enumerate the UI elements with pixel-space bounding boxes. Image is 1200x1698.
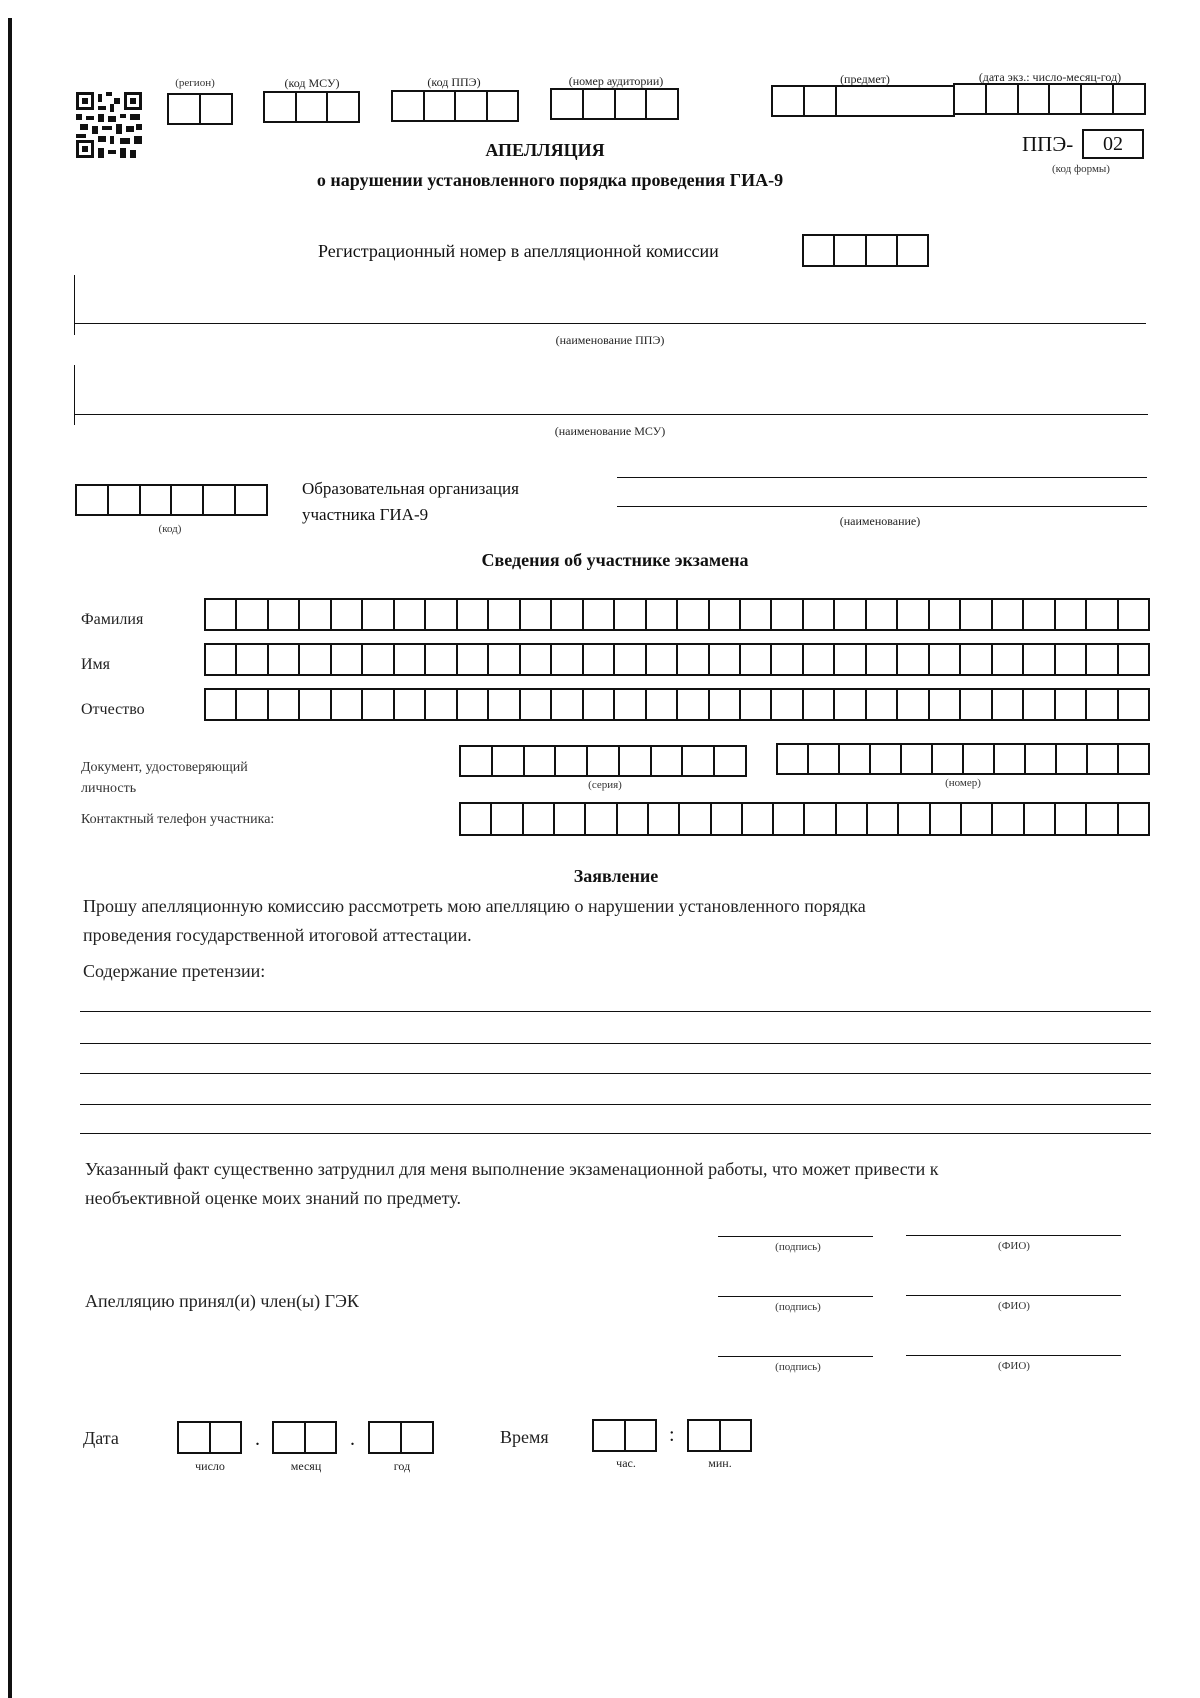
char-cell[interactable] [1087, 645, 1118, 674]
fio-line-2[interactable] [906, 1295, 1121, 1296]
char-cell[interactable] [1024, 600, 1055, 629]
consequence-text-line2: необъективной оценке моих знаний по предмету. [85, 1188, 461, 1208]
char-cell[interactable] [898, 690, 929, 719]
fio-caption-1: (ФИО) [998, 1240, 1030, 1252]
organization-label [302, 476, 519, 528]
form-code-caption: (код формы) [1052, 163, 1110, 175]
phone-label: Контактный телефон участника: [81, 812, 275, 827]
document-subtitle: о нарушении установленного порядка проведения ГИА-9 [316, 170, 784, 190]
char-cell[interactable] [586, 804, 617, 834]
msu-name-bracket [74, 365, 75, 425]
char-cell[interactable] [1119, 600, 1150, 629]
fio-caption-3: (ФИО) [998, 1360, 1030, 1372]
char-cell[interactable] [1024, 645, 1055, 674]
char-cell[interactable] [993, 600, 1024, 629]
time-minute-boxes[interactable] [687, 1419, 752, 1452]
organization-code-caption: (код) [158, 523, 182, 535]
ppe-code-boxes[interactable] [391, 90, 519, 122]
char-cell[interactable] [647, 600, 678, 629]
char-cell[interactable] [395, 600, 426, 629]
char-cell[interactable] [961, 690, 992, 719]
char-cell[interactable] [492, 804, 523, 834]
char-cell[interactable] [867, 600, 898, 629]
statement-text-line1: Прошу апелляционную комиссию рассмотреть мою апелляцию о нарушении установленного порядка [83, 896, 866, 916]
char-cell[interactable] [1087, 600, 1118, 629]
char-cell[interactable] [525, 747, 557, 775]
char-cell[interactable] [615, 690, 646, 719]
identity-document-label-line2: личность [81, 781, 137, 796]
char-cell[interactable] [1024, 690, 1055, 719]
char-cell[interactable] [552, 690, 583, 719]
char-cell[interactable] [680, 804, 711, 834]
char-cell[interactable] [962, 804, 993, 834]
char-cell[interactable] [678, 645, 709, 674]
char-cell[interactable] [1056, 645, 1087, 674]
char-cell[interactable] [395, 645, 426, 674]
ppe-name-caption: (наименование ППЭ) [555, 333, 665, 347]
organization-label-line2: участника ГИА-9 [302, 505, 429, 524]
char-cell[interactable] [741, 690, 772, 719]
char-cell[interactable] [237, 600, 268, 629]
char-cell[interactable] [426, 600, 457, 629]
signature-line-1[interactable] [718, 1236, 873, 1237]
claim-line-3[interactable] [80, 1073, 1151, 1074]
char-cell[interactable] [1088, 745, 1119, 773]
ppe-name-bracket [74, 275, 75, 335]
char-cell[interactable] [840, 745, 871, 773]
char-cell[interactable] [837, 804, 868, 834]
char-cell[interactable] [426, 690, 457, 719]
consequence-text [85, 1155, 939, 1213]
identity-document-label [81, 757, 248, 799]
char-cell[interactable] [458, 690, 489, 719]
char-cell[interactable] [931, 804, 962, 834]
time-separator: : [669, 1424, 675, 1446]
char-cell[interactable] [1119, 745, 1150, 773]
document-title: АПЕЛЛЯЦИЯ [485, 140, 605, 160]
char-cell[interactable] [458, 645, 489, 674]
char-cell[interactable] [710, 645, 741, 674]
char-cell[interactable] [964, 745, 995, 773]
char-cell[interactable] [489, 645, 520, 674]
date-month-caption: месяц [290, 1459, 322, 1473]
char-cell[interactable] [363, 690, 394, 719]
char-cell[interactable] [1087, 804, 1118, 834]
signature-caption-1: (подпись) [775, 1241, 821, 1253]
char-cell[interactable] [772, 600, 803, 629]
char-cell[interactable] [620, 747, 652, 775]
char-cell[interactable] [1056, 690, 1087, 719]
room-number-boxes[interactable] [550, 88, 679, 120]
region-code-boxes[interactable] [167, 93, 233, 125]
char-cell[interactable] [678, 600, 709, 629]
char-cell[interactable] [300, 600, 331, 629]
registration-number-boxes[interactable] [802, 234, 929, 267]
char-cell[interactable] [804, 600, 835, 629]
name-boxes[interactable] [204, 643, 1150, 676]
organization-code-boxes[interactable] [75, 484, 268, 516]
room-number-caption: (номер аудитории) [568, 74, 664, 88]
patronymic-boxes[interactable] [204, 688, 1150, 721]
char-cell[interactable] [835, 645, 866, 674]
char-cell[interactable] [584, 645, 615, 674]
date-day-boxes[interactable] [177, 1421, 242, 1454]
document-number-boxes[interactable] [776, 743, 1150, 775]
char-cell[interactable] [584, 690, 615, 719]
fio-line-3[interactable] [906, 1355, 1121, 1356]
char-cell[interactable] [524, 804, 555, 834]
char-cell[interactable] [237, 645, 268, 674]
char-cell[interactable] [804, 690, 835, 719]
char-cell[interactable] [868, 804, 899, 834]
char-cell[interactable] [995, 745, 1026, 773]
organization-name-line-1[interactable] [617, 477, 1147, 478]
char-cell[interactable] [461, 747, 493, 775]
char-cell[interactable] [521, 690, 552, 719]
char-cell[interactable] [458, 600, 489, 629]
char-cell[interactable] [743, 804, 774, 834]
organization-name-line-2[interactable] [617, 506, 1147, 507]
char-cell[interactable] [835, 690, 866, 719]
form-code-number: 02 [1082, 129, 1144, 159]
char-cell[interactable] [1056, 804, 1087, 834]
char-cell[interactable] [584, 600, 615, 629]
char-cell[interactable] [489, 600, 520, 629]
signature-line-3[interactable] [718, 1356, 873, 1357]
statement-heading: Заявление [573, 866, 659, 886]
char-cell[interactable] [772, 690, 803, 719]
organization-name-caption: (наименование) [839, 514, 921, 528]
char-cell[interactable] [552, 645, 583, 674]
char-cell[interactable] [778, 745, 809, 773]
msu-code-boxes[interactable] [263, 91, 360, 123]
msu-name-caption: (наименование МСУ) [554, 424, 666, 438]
char-cell[interactable] [1119, 645, 1150, 674]
form-code-prefix: ППЭ- [1022, 132, 1074, 156]
char-cell[interactable] [426, 645, 457, 674]
char-cell[interactable] [712, 804, 743, 834]
identity-document-label-line1: Документ, удостоверяющий [81, 760, 248, 775]
date-separator-2: . [350, 1428, 355, 1450]
char-cell[interactable] [961, 645, 992, 674]
char-cell[interactable] [902, 745, 933, 773]
char-cell[interactable] [588, 747, 620, 775]
char-cell[interactable] [269, 690, 300, 719]
char-cell[interactable] [1025, 804, 1056, 834]
statement-text-line2: проведения государственной итоговой аттестации. [83, 925, 472, 945]
consequence-text-line1: Указанный факт существенно затруднил для меня выполнение экзаменационной работы, что может привести к [85, 1159, 939, 1179]
char-cell[interactable] [1056, 600, 1087, 629]
time-minute-caption: мин. [708, 1456, 732, 1470]
char-cell[interactable] [363, 600, 394, 629]
signature-line-2[interactable] [718, 1296, 873, 1297]
char-cell[interactable] [993, 645, 1024, 674]
date-year-boxes[interactable] [368, 1421, 434, 1454]
char-cell[interactable] [933, 745, 964, 773]
char-cell[interactable] [489, 690, 520, 719]
char-cell[interactable] [741, 600, 772, 629]
participant-heading: Сведения об участнике экзамена [481, 550, 749, 570]
surname-label: Фамилия [81, 611, 144, 628]
char-cell[interactable] [898, 645, 929, 674]
char-cell[interactable] [772, 645, 803, 674]
char-cell[interactable] [898, 600, 929, 629]
char-cell[interactable] [556, 747, 588, 775]
fio-caption-2: (ФИО) [998, 1300, 1030, 1312]
time-label: Время [500, 1427, 549, 1447]
statement-text [83, 892, 866, 950]
char-cell[interactable] [805, 804, 836, 834]
char-cell[interactable] [899, 804, 930, 834]
exam-date-boxes[interactable] [953, 83, 1146, 115]
char-cell[interactable] [237, 690, 268, 719]
msu-code-caption: (код МСУ) [284, 76, 340, 90]
qr-code-icon [76, 92, 142, 158]
char-cell[interactable] [615, 645, 646, 674]
signature-caption-2: (подпись) [775, 1301, 821, 1313]
char-cell[interactable] [615, 600, 646, 629]
claim-line-2[interactable] [80, 1043, 1151, 1044]
char-cell[interactable] [741, 645, 772, 674]
char-cell[interactable] [930, 645, 961, 674]
char-cell[interactable] [332, 600, 363, 629]
char-cell[interactable] [961, 600, 992, 629]
char-cell[interactable] [461, 804, 492, 834]
char-cell[interactable] [1057, 745, 1088, 773]
char-cell[interactable] [683, 747, 715, 775]
char-cell[interactable] [715, 747, 747, 775]
claim-line-5[interactable] [80, 1133, 1151, 1134]
subject-code-boxes[interactable] [771, 85, 955, 117]
char-cell[interactable] [206, 690, 237, 719]
char-cell[interactable] [710, 600, 741, 629]
char-cell[interactable] [363, 645, 394, 674]
char-cell[interactable] [774, 804, 805, 834]
signature-caption-3: (подпись) [775, 1361, 821, 1373]
char-cell[interactable] [710, 690, 741, 719]
char-cell[interactable] [1026, 745, 1057, 773]
subject-caption: (предмет) [840, 72, 890, 86]
char-cell[interactable] [206, 600, 237, 629]
char-cell[interactable] [835, 600, 866, 629]
patronymic-label: Отчество [81, 701, 145, 718]
date-day-caption: число [195, 1459, 225, 1473]
char-cell[interactable] [647, 645, 678, 674]
char-cell[interactable] [993, 804, 1024, 834]
registration-number-label: Регистрационный номер в апелляционной комиссии [318, 241, 719, 261]
exam-date-caption: (дата экз.: число-месяц-год) [978, 70, 1122, 84]
char-cell[interactable] [647, 690, 678, 719]
char-cell[interactable] [269, 600, 300, 629]
msu-name-line[interactable] [74, 414, 1148, 415]
char-cell[interactable] [300, 645, 331, 674]
date-year-caption: год [393, 1459, 411, 1473]
char-cell[interactable] [652, 747, 684, 775]
char-cell[interactable] [493, 747, 525, 775]
ppe-code-caption: (код ППЭ) [427, 75, 481, 89]
char-cell[interactable] [1087, 690, 1118, 719]
claim-line-4[interactable] [80, 1104, 1151, 1105]
char-cell[interactable] [618, 804, 649, 834]
surname-boxes[interactable] [204, 598, 1150, 631]
char-cell[interactable] [395, 690, 426, 719]
char-cell[interactable] [678, 690, 709, 719]
char-cell[interactable] [1119, 690, 1150, 719]
claim-label: Содержание претензии: [83, 961, 266, 981]
char-cell[interactable] [521, 645, 552, 674]
page-left-edge [8, 18, 12, 1698]
char-cell[interactable] [521, 600, 552, 629]
char-cell[interactable] [552, 600, 583, 629]
time-hour-boxes[interactable] [592, 1419, 657, 1452]
organization-label-line1: Образовательная организация [302, 479, 519, 498]
name-label: Имя [81, 656, 111, 673]
char-cell[interactable] [804, 645, 835, 674]
char-cell[interactable] [993, 690, 1024, 719]
char-cell[interactable] [867, 645, 898, 674]
time-hour-caption: час. [616, 1456, 636, 1470]
char-cell[interactable] [555, 804, 586, 834]
char-cell[interactable] [206, 645, 237, 674]
char-cell[interactable] [809, 745, 840, 773]
document-number-caption: (номер) [945, 777, 981, 789]
date-separator-1: . [255, 1428, 260, 1450]
ppe-name-line[interactable] [74, 323, 1146, 324]
char-cell[interactable] [930, 690, 961, 719]
char-cell[interactable] [300, 690, 331, 719]
char-cell[interactable] [332, 690, 363, 719]
char-cell[interactable] [649, 804, 680, 834]
date-label: Дата [83, 1428, 119, 1448]
claim-line-1[interactable] [80, 1011, 1151, 1012]
char-cell[interactable] [332, 645, 363, 674]
char-cell[interactable] [1119, 804, 1150, 834]
accepted-by-label: Апелляцию принял(и) член(ы) ГЭК [85, 1291, 359, 1311]
fio-line-1[interactable] [906, 1235, 1121, 1236]
char-cell[interactable] [269, 645, 300, 674]
char-cell[interactable] [871, 745, 902, 773]
char-cell[interactable] [930, 600, 961, 629]
document-series-boxes[interactable] [459, 745, 747, 777]
document-series-caption: (серия) [588, 779, 622, 791]
char-cell[interactable] [867, 690, 898, 719]
date-month-boxes[interactable] [272, 1421, 337, 1454]
region-caption: (регион) [175, 77, 215, 89]
phone-boxes[interactable] [459, 802, 1150, 836]
